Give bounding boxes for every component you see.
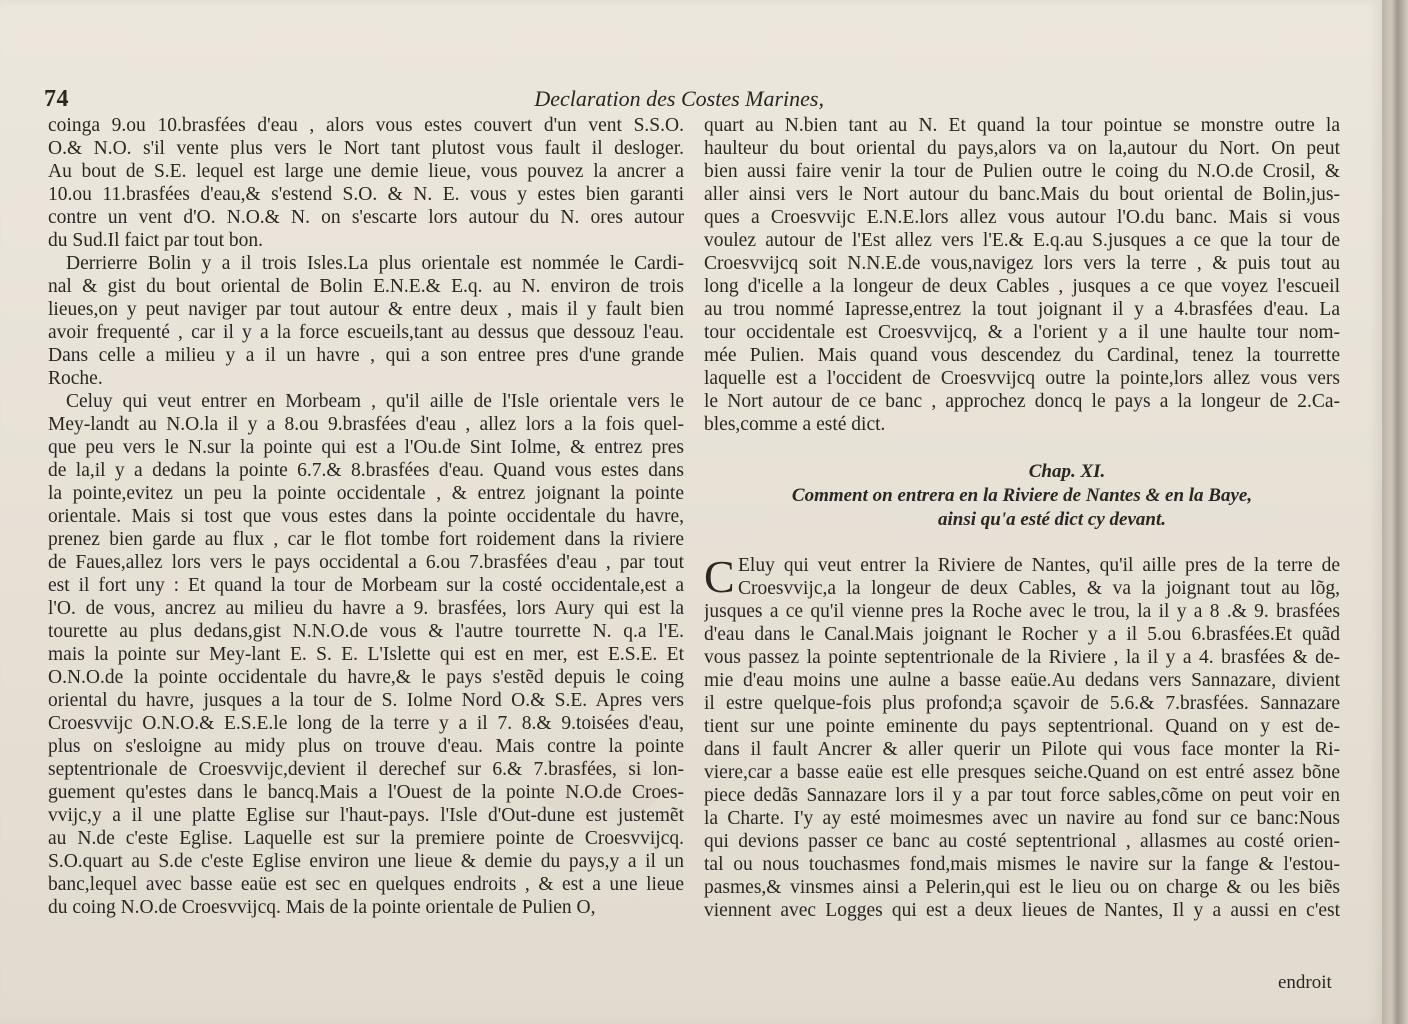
text-line: tour occidentale est Croesvvijcq, & a l'orient y a il une haulte tour nom- — [704, 322, 1340, 343]
text-line: prenez bien garde au flux , car le flot tombe fort roidement dans la riviere — [48, 529, 684, 550]
text-line: haulteur du bout oriental du pays,alors va on la,autour du Nort. On peut — [704, 138, 1340, 159]
text-line: banc,lequel avec basse eaüe est sec en quelques endroits , & est a une lieue — [48, 874, 684, 895]
text-line: laquelle est a l'occident de Croesvvijcq outre la pointe,lors allez vous vers — [704, 368, 1340, 389]
text-line: Mey-landt au N.O.la il y a 8.ou 9.brasfées d'eau , allez lors a la fois quel- — [48, 414, 684, 435]
text-line: vous passez la pointe septentrionale de la Riviere , la il y a 4. brasfées & de- — [704, 647, 1340, 668]
text-line: de Faues,allez lors vers le pays occidental a 6.ou 7.brasfées d'eau , par tout — [48, 552, 684, 573]
chapter-number: Chap. XI. — [1028, 461, 1106, 482]
text-line: guement qu'estes dans le bancq.Mais a l'Ouest de la pointe N.O.de Croes- — [48, 782, 684, 803]
text-line: l'O. de vous, ancrez au milieu du havre a 9. brasfées, lors Aury qui est la — [48, 598, 684, 619]
text-line: avoir frequenté , car il y a la force escueils,tant au dessus que dessouz l'eau. — [48, 322, 684, 343]
text-line: il estre quelque-fois plus profond;a sçavoir de 5.6.& 7.brasfées. Sannazare — [704, 693, 1340, 714]
text-line: Derrierre Bolin y a il trois Isles.La plus orientale est nommée le Cardi- — [66, 253, 684, 274]
text-line: dans il fault Ancrer & aller querir un Pilote qui vous face monter la Ri- — [704, 739, 1340, 760]
text-line: ques a Croesvvijc E.N.E.lors allez vous autour l'O.du banc. Mais si vous — [704, 207, 1340, 228]
text-line: le Nort autour de ce banc , approchez doncq le pays a la longeur de 2.Ca- — [704, 391, 1340, 412]
text-line: Roche. — [48, 368, 103, 389]
chapter-title-line-1: Comment on entrera en la Riviere de Nantes & en la Baye, — [791, 485, 1253, 506]
text-line: S.O.quart au S.de c'este Eglise environ une lieue & demie du pays,y a il un — [48, 851, 684, 872]
text-line: Croesvvijc,a la longeur de deux Cables, & va la joignant tout au lõg, — [738, 578, 1340, 599]
text-line: Dans celle a milieu y a il un havre , qui a son entree pres d'une grande — [48, 345, 684, 366]
text-line: qui devions passer ce banc au costé septentrional , allasmes au costé orien- — [704, 831, 1340, 852]
catchword: endroit — [1278, 972, 1332, 993]
text-line: septentrionale de Croesvvijc,devient il derechef sur 6.& 7.brasfées, si lon- — [48, 759, 684, 780]
text-line: pasmes,& vinsmes ainsi a Pelerin,qui est le lieu ou on charge & ou les biẽs — [704, 877, 1340, 898]
text-line: au trou nommé Iapresse,entrez la tout joignant il y a 4.brasfées d'eau. La — [704, 299, 1340, 320]
chapter-body — [704, 551, 1340, 922]
chapter-title-line-2: ainsi qu'a esté dict cy devant. — [938, 509, 1166, 530]
text-line: long d'icelle a la longeur de deux Cables , jusques a ce que voyez l'escueil — [704, 276, 1340, 297]
text-line: au N.de c'este Eglise. Laquelle est sur la premiere pointe de Croesvvijcq. — [48, 828, 684, 849]
text-line: tient sur une pointe eminente du pays septentrional. Quand on y est de- — [704, 716, 1340, 737]
text-line: Celuy qui veut entrer en Morbeam , qu'il aille de l'Isle orientale vers le — [66, 391, 684, 412]
text-line: piece dedãs Sannazare lors il y a par tout force sables,cõme on peut voir en — [704, 785, 1340, 806]
text-line: la Charte. I'y ay esté moimesmes avec un navire au fond sur ce banc:Nous — [704, 808, 1340, 829]
drop-cap: C — [704, 551, 735, 602]
text-line: du coing N.O.de Croesvvijcq. Mais de la pointe orientale de Pulien O, — [48, 897, 596, 918]
text-line: tourette au plus dedans,gist N.N.O.de vous & l'autre tourrette N. q.a l'E. — [48, 621, 684, 642]
text-line: O.& N.O. s'il vente plus vers le Nort tant plutost vous fault il desloger. — [48, 138, 684, 159]
text-line: O.N.O.de la pointe occidentale du havre,& le pays s'estẽd depuis le coing — [48, 667, 684, 688]
text-line: 10.ou 11.brasfées d'eau,& s'estend S.O. & N. E. vous y estes bien garanti — [48, 184, 684, 205]
text-line: plus on s'esloigne au midy plus on trouve d'eau. Mais contre la pointe — [48, 736, 684, 757]
right-column-bottom-text — [704, 551, 1340, 922]
text-line: vvijc,y a il une platte Eglise sur l'haut-pays. l'Isle d'Out-dune est justemẽt — [48, 805, 684, 826]
running-head: Declaration des Costes Marines, — [534, 86, 824, 111]
text-line: contre un vent d'O. N.O.& N. on s'escarte lors autour du N. ores autour — [48, 207, 684, 228]
text-line: mais la pointe sur Mey-lant E. S. E. L'Islette qui est en mer, est E.S.E. Et — [48, 644, 684, 665]
text-line: du Sud.Il faict par tout bon. — [48, 230, 264, 251]
page-number: 74 — [44, 86, 69, 112]
text-line: viennent avec Logges qui est a deux lieues de Nantes, Il y a aussi en c'est — [704, 900, 1340, 921]
text-line: coinga 9.ou 10.brasfées d'eau , alors vous estes couvert d'un vent S.S.O. — [48, 115, 684, 136]
page-header — [44, 86, 824, 116]
right-text-column — [704, 114, 1340, 922]
text-line: Croesvvijc O.N.O.& E.S.E.le long de la terre y a il 7. 8.& 9.toisées d'eau, — [48, 713, 684, 734]
text-line: la pointe,evitez un peu la pointe occidentale , & entrez joignant la pointe — [48, 483, 684, 504]
text-line: que peu vers le N.sur la pointe qui est a l'Ou.de Sint Iolme, & entrez pres — [48, 437, 684, 458]
text-line: d'eau dans le Canal.Mais joignant le Rocher y a il 5.ou 6.brasfées.Et quãd — [704, 624, 1340, 645]
text-line: aller ainsi vers le Nort autour du banc.Mais du bout oriental de Bolin,jus- — [704, 184, 1340, 205]
left-text-column — [48, 114, 684, 919]
text-line: mie d'eau moins une aulne a basse eaüe.Au dedans vers Sannazare, divient — [704, 670, 1340, 691]
text-line: voulez autour de l'Est allez vers l'E.& E.q.au S.jusques a ce que la tour de — [704, 230, 1340, 251]
text-line: quart au N.bien tant au N. Et quand la tour pointue se monstre outre la — [704, 115, 1340, 136]
text-line: jusques a ce qu'il vienne pres la Roche avec le trou, la il y a 8 .& 9. brasfées — [704, 601, 1340, 622]
text-line: nal & gist du bout oriental de Bolin E.N.E.& E.q. au N. environ de trois — [48, 276, 684, 297]
text-line: oriental du havre, jusques a la tour de S. Iolme Nord O.& S.E. Apres vers — [48, 690, 684, 711]
text-line: est il fort uny : Et quand la tour de Morbeam sur la costé occidentale,est a — [48, 575, 684, 596]
text-line: bles,comme a esté dict. — [704, 414, 886, 435]
text-line: viere,car a basse eaüe est elle presques seiche.Quand on est entré assez bõne — [704, 762, 1340, 783]
text-line: orientale. Mais si tost que vous estes dans la pointe occidentale du havre, — [48, 506, 684, 527]
text-line: lieues,on y peut naviger par tout autour & entre deux , mais il y fault bien — [48, 299, 684, 320]
adjacent-page-edge — [1382, 0, 1408, 1024]
text-line: Au bout de S.E. lequel est large une demie lieue, vous pouvez la ancrer a — [48, 161, 684, 182]
text-line: tal ou nous touchasmes fond,mais mismes le navire sur la fange & l'estou- — [704, 854, 1340, 875]
text-line: Croesvvijcq soit N.N.E.de vous,navigez lors vers la terre , & puis tout au — [704, 253, 1340, 274]
right-column-top-text — [704, 114, 1340, 436]
text-line: mée Pulien. Mais quand vous descendez du Cardinal, tenez la tourrette — [704, 345, 1340, 366]
text-line: bien aussi faire venir la tour de Pulien outre le coing du N.O.de Crosil, & — [704, 161, 1340, 182]
text-line: Eluy qui veut entrer la Riviere de Nantes, qu'il aille pres de la terre de — [738, 555, 1340, 576]
chapter-heading — [704, 460, 1340, 532]
text-line: de la,il y a dedans la pointe 6.7.& 8.brasfées d'eau. Quand vous estes dans — [48, 460, 684, 481]
